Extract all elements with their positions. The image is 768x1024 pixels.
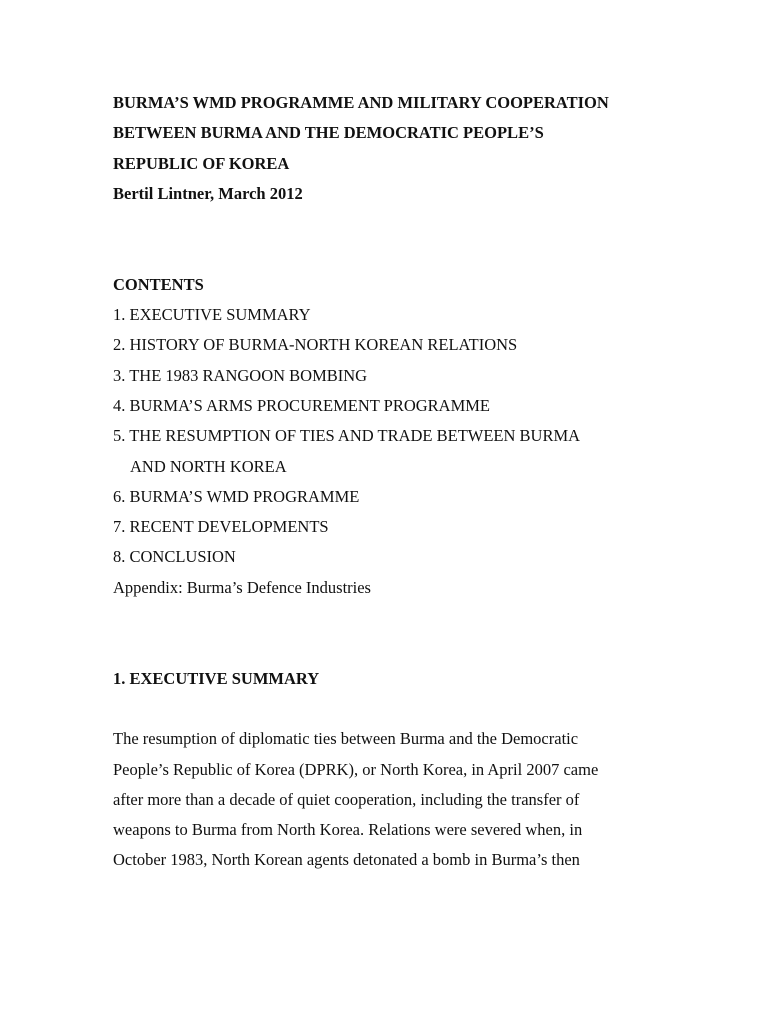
section-heading: 1. EXECUTIVE SUMMARY	[113, 668, 320, 688]
spacer	[113, 694, 673, 724]
paragraph-line: People’s Republic of Korea (DPRK), or North Korea, in April 2007 came	[113, 759, 599, 779]
title-line-1: BURMA’S WMD PROGRAMME AND MILITARY COOPERATION	[113, 93, 609, 112]
contents-item: 5. THE RESUMPTION OF TIES AND TRADE BETWEEN BURMA	[113, 426, 581, 446]
spacer	[113, 633, 673, 663]
paragraph-line: The resumption of diplomatic ties between Burma and the Democratic	[113, 729, 579, 749]
contents-item: 4. BURMA’S ARMS PROCUREMENT PROGRAMME	[113, 395, 490, 415]
contents-item: 8. CONCLUSION	[113, 547, 236, 567]
contents-item: 7. RECENT DEVELOPMENTS	[113, 517, 329, 537]
paragraph-line: October 1983, North Korean agents detonated a bomb in Burma’s then	[113, 850, 580, 870]
contents-heading: CONTENTS	[113, 274, 204, 294]
contents-item: 3. THE 1983 RANGOON BOMBING	[113, 365, 368, 385]
spacer	[113, 209, 673, 239]
byline: Bertil Lintner, March 2012	[113, 183, 303, 203]
contents-item: 2. HISTORY OF BURMA-NORTH KOREAN RELATIONS	[113, 335, 518, 355]
contents-appendix: Appendix: Burma’s Defence Industries	[113, 577, 371, 597]
spacer	[113, 239, 673, 269]
contents-item-continuation: AND NORTH KOREA	[130, 456, 287, 476]
paragraph-line: after more than a decade of quiet cooperation, including the transfer of	[113, 789, 580, 809]
contents-item: 1. EXECUTIVE SUMMARY	[113, 305, 311, 325]
spacer	[113, 603, 673, 633]
title-line-3: REPUBLIC OF KOREA	[113, 153, 290, 173]
title-line-2: BETWEEN BURMA AND THE DEMOCRATIC PEOPLE’S	[113, 123, 544, 143]
contents-item: 6. BURMA’S WMD PROGRAMME	[113, 486, 360, 506]
document-body	[113, 88, 673, 876]
paragraph-line: weapons to Burma from North Korea. Relations were severed when, in	[113, 820, 583, 840]
